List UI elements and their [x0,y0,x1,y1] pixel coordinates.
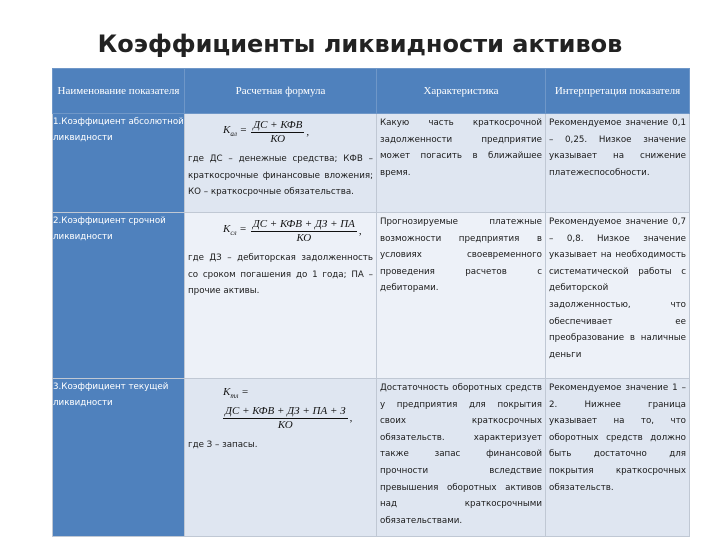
formula-denominator: КО [270,133,286,145]
indicator-name: 2.Коэффициент срочной ликвидности [53,213,185,379]
characteristic-text: Какую часть краткосрочной задолженности предприятие может погасить в ближайшее время. [380,118,542,178]
table-row [53,114,690,213]
formula: $K_{ал}$ = $\frac{\text{ДС + КФВ}}{КО}$ , [223,119,310,145]
header-characteristic: Характеристика [377,69,546,114]
table-row [53,213,690,379]
formula-denominator: КО [296,232,312,244]
formula-numerator: ДС + КФВ + ДЗ + ПА [252,218,355,230]
page-title: Коэффициенты ликвидности активов [97,30,623,58]
characteristic-cell [377,213,546,379]
interpretation-cell [546,213,690,379]
header-name: Наименование показателя [53,69,185,114]
table-row [53,379,690,537]
formula: $K_{тл}$ = $\frac{\text{ДС + КФВ + ДЗ + ПА + З}}{КО}$ , [223,386,353,431]
formula-notes: где ДЗ – дебиторская задолженность со сроком погашения до 1 года; ПА – прочие активы. [188,253,373,297]
interpretation-cell [546,379,690,537]
characteristic-cell [377,379,546,537]
interpretation-text: Рекомендуемое значение 0,1 – 0,25. Низкое значение указывает на снижение платежеспособности. [549,118,686,178]
formula-cell [185,114,377,213]
characteristic-text: Прогнозируемые платежные возможности предприятия в условиях своевременного проведения расчетов с дебиторами. [380,217,542,294]
formula: $K_{сл}$ = $\frac{\text{ДС + КФВ + ДЗ + ПА}}{КО}$ , [223,218,362,244]
formula-numerator: ДС + КФВ [253,119,303,131]
formula-cell [185,379,377,537]
header-interpretation: Интерпретация показателя [546,69,690,114]
characteristic-cell [377,114,546,213]
header-formula: Расчетная формула [185,69,377,114]
formula-denominator: КО [277,418,293,431]
formula-notes: где З – запасы. [188,439,258,450]
liquidity-table [52,68,690,537]
interpretation-text: Рекомендуемое значение 1 – 2. Нижнее граница указывает на то, что оборотных средств должно быть достаточно для покрытия краткосрочных обязательств. [549,383,686,493]
characteristic-text: Достаточность оборотных средств у предприятия для покрытия своих краткосрочных обязательств. характеризует также запас финансовой прочности вследствие превышения оборотных активов над краткосрочными обязательствами. [380,383,542,526]
indicator-name: 3.Коэффициент текущей ликвидности [53,379,185,537]
formula-numerator: ДС + КФВ + ДЗ + ПА + З [225,404,346,417]
formula-cell [185,213,377,379]
interpretation-cell [546,114,690,213]
table-header-row [53,69,690,114]
interpretation-text: Рекомендуемое значение 0,7 – 0,8. Низкое значение указывает на необходимость систематической работы с дебиторской задолженностью, что обеспечивает ее преобразование в наличные деньги [549,217,686,360]
formula-notes: где ДС – денежные средства; КФВ – краткосрочные финансовые вложения; КО – краткосрочные обязательства. [188,154,373,198]
indicator-name: 1.Коэффициент абсолютной ликвидности [53,114,185,213]
